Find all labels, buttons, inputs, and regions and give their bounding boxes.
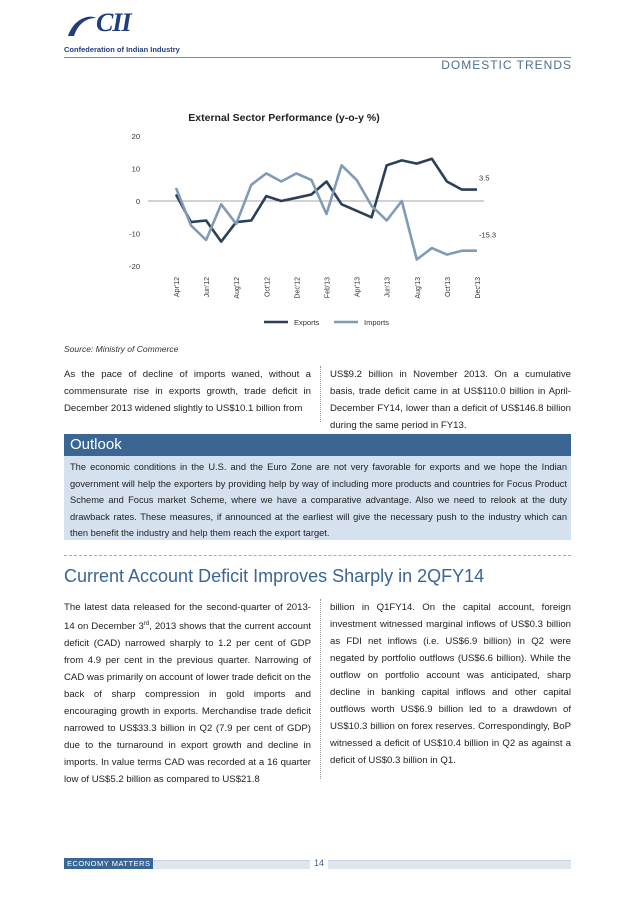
para2-left-a: The latest data released for the second-quarter of 2013-14 on December 3 [64, 602, 311, 633]
x-tick-label: Feb'13 [324, 277, 332, 299]
x-tick-label: Dec'12 [294, 277, 302, 299]
logo-text: Confederation of Indian Industry [64, 45, 180, 54]
series-line-imports [176, 165, 477, 259]
para2-left-b: , 2013 shows that the current account deficit (CAD) narrowed sharply to 1.2 per cent of GDP from 4.9 per cent in the previous quarter. Narrowing of CAD was primarily on account of lower trade deficit on the back of sharp compression in gold imports and encouraging growth in exports. Merchandise trade deficit narrowed to US$33.3 billion in Q2 (7.9 per cent of GDP) due to the turnaround in export growth and decline in imports. In value terms CAD was recorded at a 16 quarter low of US$5.2 billion as compared to US$21.8 [64, 621, 311, 786]
para1-right: US$9.2 billion in November 2013. On a cumulative basis, trade deficit came in at US$110.0 billion in April-December FY14, lower than a deficit of US$146.8 billion during the same period in FY13. [330, 369, 571, 431]
column-divider-2 [320, 599, 321, 779]
y-tick-label: -20 [129, 262, 140, 271]
outlook-body: The economic conditions in the U.S. and the Euro Zone are not very favorable for exports and we hope the Indian government will help the exporters by providing help by way of including more products and countries for Focus Product Scheme and Focus market Scheme, where we have a comparative advantage. Also we need to relook at the duty drawback rates. These measures, if announced at the earliest will give the necessary push to the industry which can then benefit the industry and help them reach the export target. [70, 462, 567, 538]
x-tick-label: Aug'12 [234, 277, 242, 299]
x-tick-label: Dec'13 [475, 277, 482, 299]
para1-left: As the pace of decline of imports waned, without a commensurate rise in exports growth, trade deficit in December 2013 widened slightly to US$10.1 billion from [64, 369, 311, 414]
x-tick-label: Apr'13 [354, 277, 362, 298]
para2-right: billion in Q1FY14. On the capital account, foreign investment witnessed marginal inflows of US$0.3 billion as FDI net inflows (i.e. US$6.9 billion) in Q2 were negated by portfolio outflows (US$6.6 billion). While the outflow on portfolio account was anticipated, sharp decline in banking capital inflows and other capital outflows worth US$6.9 billion led to a drawdown of US$10.3 billion on forex reserves. Correspondingly, BoP witnessed a deficit of US$10.4 billion in Q2 as against a deficit of US$0.3 billion in Q1. [330, 602, 571, 766]
outlook-title: Outlook [64, 434, 571, 456]
x-tick-label: Oct'12 [264, 277, 272, 298]
legend-label-exports: Exports [294, 318, 320, 327]
y-tick-label: 20 [131, 132, 140, 141]
y-tick-label: -10 [129, 229, 140, 239]
data-label-exports: 3.5 [479, 173, 490, 183]
x-tick-label: Jun'13 [384, 277, 392, 298]
chart-title: External Sector Performance (y-o-y %) [188, 112, 380, 124]
external-sector-chart [64, 104, 571, 336]
para2-left [64, 599, 311, 788]
y-tick-label: 0 [135, 197, 140, 206]
page-number: 14 [310, 858, 328, 869]
y-tick-label: 10 [131, 164, 140, 174]
section-heading: Current Account Deficit Improves Sharply in 2QFY14 [64, 566, 485, 586]
data-label-imports: -15.3 [479, 230, 497, 240]
series-line-exports [176, 159, 477, 242]
para2-left-sup: rd [143, 621, 150, 627]
x-tick-label: Jun'12 [204, 277, 212, 298]
x-tick-label: Oct'13 [444, 277, 452, 298]
logo-mark: CII [96, 8, 131, 37]
cii-swoosh-icon [64, 14, 98, 40]
cii-logo [64, 8, 184, 58]
legend-label-imports: Imports [364, 318, 390, 327]
column-divider [320, 366, 321, 422]
footer-label: ECONOMY MATTERS [64, 858, 153, 869]
x-tick-label: Apr'12 [174, 277, 181, 298]
chart-source: Source: Ministry of Commerce [64, 344, 179, 354]
x-tick-label: Aug'13 [414, 277, 422, 299]
section-divider [64, 555, 571, 556]
section-label: DOMESTIC TRENDS [441, 58, 572, 72]
